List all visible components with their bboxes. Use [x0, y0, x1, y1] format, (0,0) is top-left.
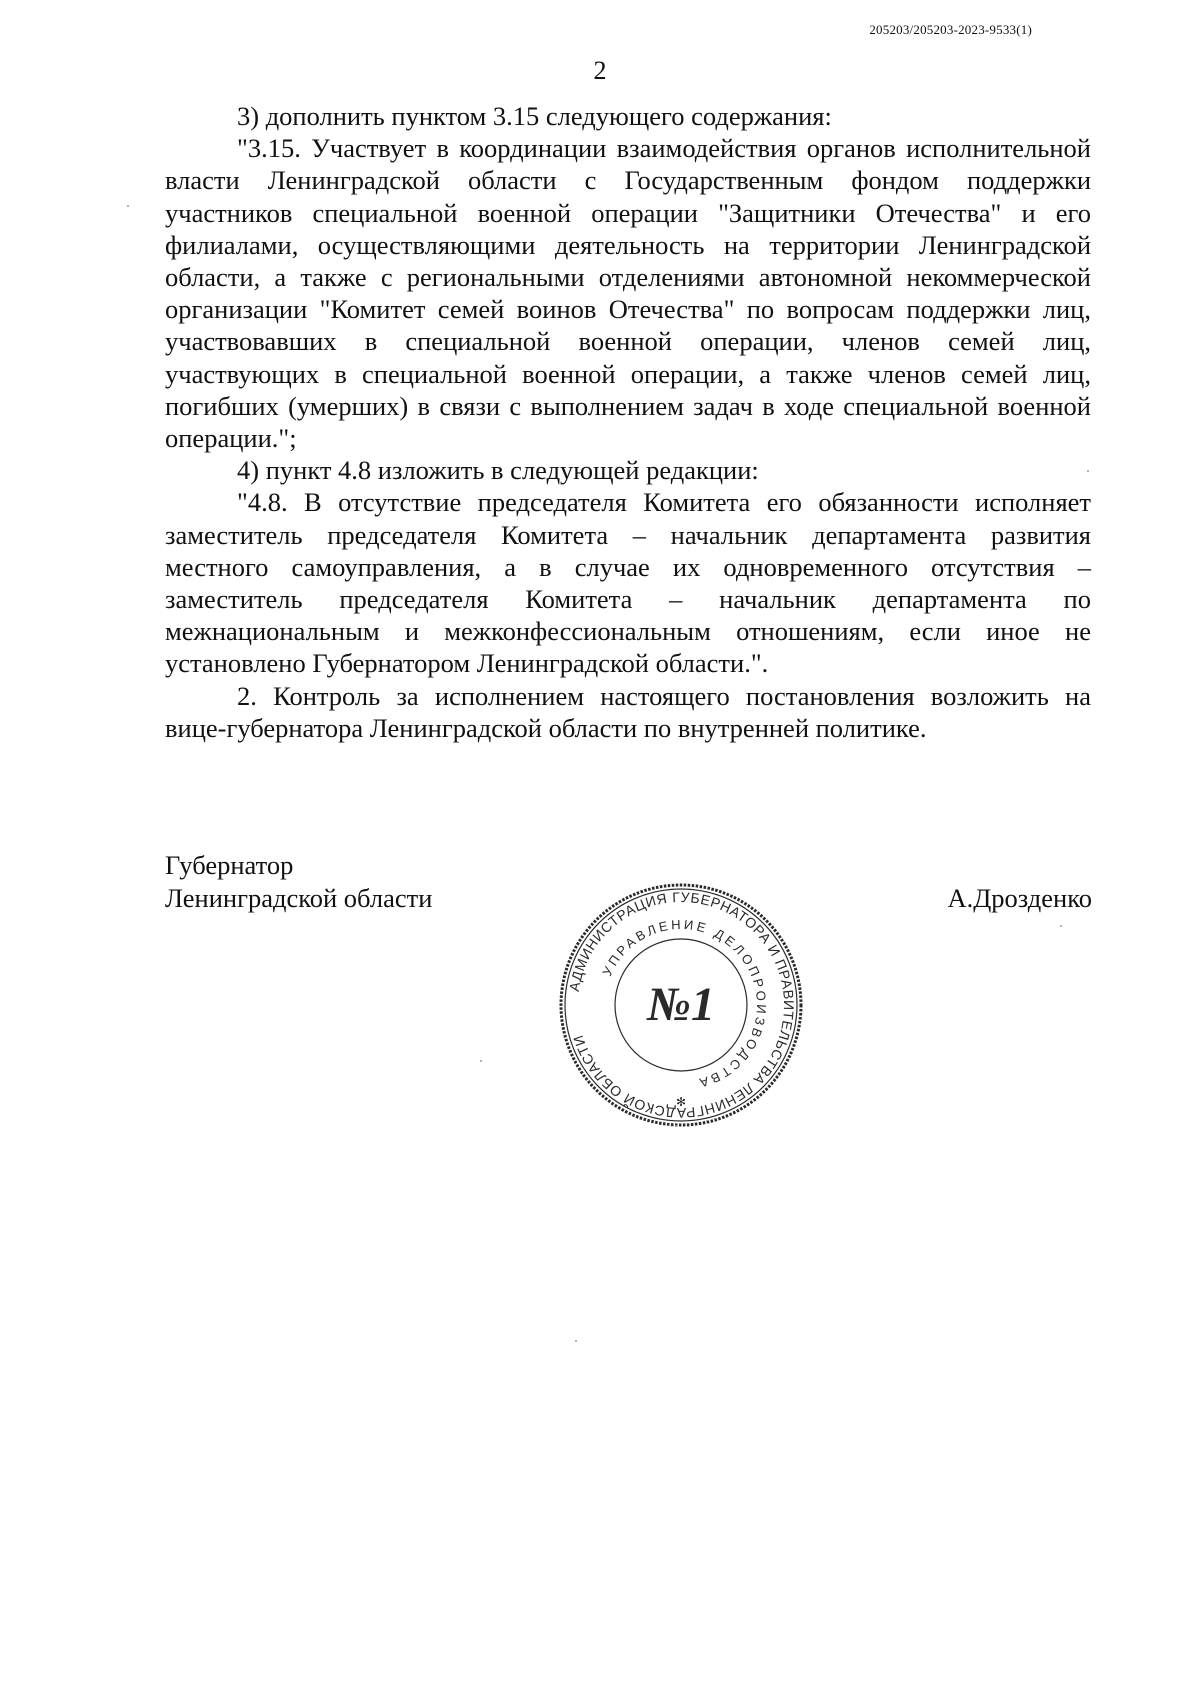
scan-speck	[1060, 925, 1062, 927]
document-id: 205203/205203-2023-9533(1)	[869, 22, 1032, 37]
official-seal	[556, 880, 806, 1130]
seal-star-icon: ✻	[675, 1095, 687, 1109]
page-number: 2	[593, 56, 607, 85]
paragraph: 4) пункт 4.8 изложить в следующей редакции:	[237, 455, 759, 486]
paragraph: 3) дополнить пунктом 3.15 следующего содержания:	[237, 101, 832, 131]
signatory-name: А.Дрозденко	[947, 883, 1092, 913]
paragraph: "3.15. Участвует в координации взаимодействия органов исполнительной власти Ленинградской области с Государственным фондом поддержки участников специальной военной операции "Защитники Отечества" и его филиалами, осуществляющими деятельность на территории Ленинградской области, а также с региональными отделениями автономной некоммерческой организации "Комитет семей воинов Отечества" по вопросам поддержки лиц, участвовавших в специальной военной операции, членов семей лиц, участвующих в специальной военной операции, а также членов семей лиц, погибших (умерших) в связи с выполнением задач в ходе специальной военной операции.";	[165, 133, 1091, 454]
document-body	[165, 100, 1091, 744]
signatory-title-line: Губернатор	[165, 850, 294, 880]
scan-speck	[675, 1125, 677, 1127]
scan-speck	[127, 205, 129, 207]
scan-speck	[480, 1060, 482, 1062]
scan-speck	[1087, 470, 1089, 472]
seal-outer-text: АДМИНИСТРАЦИЯ ГУБЕРНАТОРА И ПРАВИТЕЛЬСТВА ЛЕНИНГРАДСКОЙ ОБЛАСТИ	[565, 888, 798, 1122]
seal-inner-text: УПРАВЛЕНИЕ ДЕЛОПРОИЗВОДСТВА	[599, 916, 770, 1092]
seal-number: №1	[647, 978, 715, 1031]
seal-graphic	[556, 880, 806, 1130]
paragraph: 2. Контроль за исполнением настоящего постановления возложить на вице-губернатора Ленинградской области по внутренней политике.	[165, 680, 1091, 743]
signatory-title	[165, 849, 432, 915]
signatory-title-line: Ленинградской области	[165, 883, 433, 913]
paragraph: "4.8. В отсутствие председателя Комитета его обязанности исполняет заместитель председателя Комитета – начальник департамента развития местного самоуправления, а в случае их одновременного отсутствия – заместитель председателя Комитета – начальник департамента по межнациональным и межконфессиональным отношениям, если иное не установлено Губернатором Ленинградской области.".	[165, 487, 1091, 679]
scan-speck	[575, 1340, 577, 1342]
